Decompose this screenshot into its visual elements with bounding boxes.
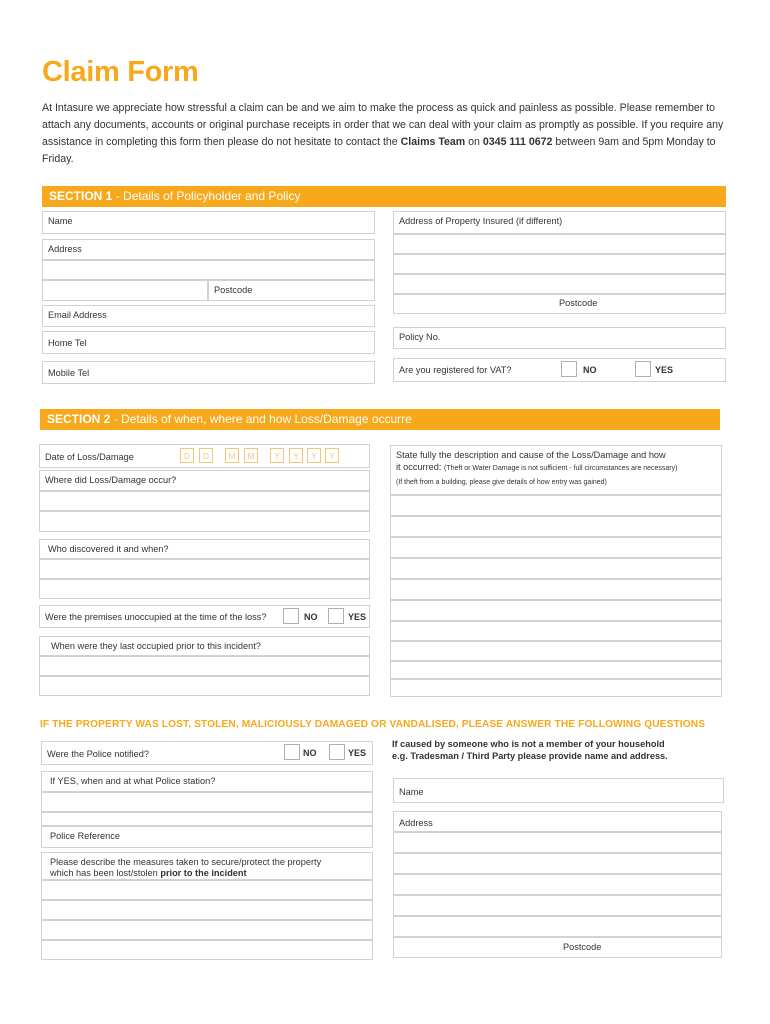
measures-field-3[interactable]	[41, 900, 373, 920]
measures-field-4[interactable]	[41, 920, 373, 940]
where-loss-field-3[interactable]	[39, 511, 370, 532]
mobile-tel-field[interactable]: Mobile Tel	[42, 361, 375, 384]
description-field-9[interactable]	[390, 641, 722, 661]
claims-team-label: Claims Team	[400, 136, 466, 148]
police-station-field-3[interactable]	[41, 812, 373, 826]
measures-field-5[interactable]	[41, 940, 373, 960]
third-party-note: If caused by someone who is not a member of your household e.g. Tradesman / Third Party please provide name and address.	[392, 739, 668, 761]
intro-text: At Intasure we appreciate how stressful a claim can be and we aim to make the process as quick and painless as possible. Please remember to attach any documents, accounts or original purchase receipts in order that we can deal with your claim as promptly as possible. If you require any assistance in completing this form then please do not hesitate to contact the Claims Team on 0345 111 0672 between 9am and 5pm Monday to Friday.	[42, 102, 724, 165]
description-field-5[interactable]	[390, 558, 722, 579]
description-field-10[interactable]	[390, 661, 722, 679]
policy-no-field[interactable]: Policy No.	[393, 327, 726, 349]
property-lost-heading: IF THE PROPERTY WAS LOST, STOLEN, MALICIOUSLY DAMAGED OR VANDALISED, PLEASE ANSWER THE FOLLOWING QUESTIONS	[40, 719, 706, 730]
vat-row: Are you registered for VAT?	[393, 358, 726, 382]
address-field-3[interactable]	[42, 280, 208, 301]
who-discovered-field-3[interactable]	[39, 579, 370, 599]
postcode-field[interactable]: Postcode	[208, 280, 375, 301]
third-party-postcode-field[interactable]: Postcode	[393, 937, 722, 958]
who-discovered-field-2[interactable]	[39, 559, 370, 579]
section2-header: SECTION 2 - Details of when, where and how Loss/Damage occurre	[40, 409, 720, 430]
unoccupied-yes-checkbox[interactable]	[328, 608, 344, 624]
description-field-7[interactable]	[390, 600, 722, 621]
who-discovered-field-1[interactable]: Who discovered it and when?	[39, 539, 370, 559]
third-party-address-field-6[interactable]	[393, 916, 722, 937]
unoccupied-yes-label: YES	[348, 612, 367, 622]
third-party-address-field-4[interactable]	[393, 874, 722, 895]
address-field-2[interactable]	[42, 260, 375, 280]
third-party-address-field-5[interactable]	[393, 895, 722, 916]
vat-no-checkbox[interactable]	[561, 361, 577, 377]
where-loss-field-1[interactable]: Where did Loss/Damage occur?	[39, 470, 370, 491]
date-month-box-1[interactable]: M	[225, 448, 239, 463]
date-month-box-2[interactable]: M	[244, 448, 258, 463]
third-party-name-field[interactable]: Name	[393, 778, 724, 803]
date-year-box-3[interactable]: Y	[307, 448, 321, 463]
address-field-1[interactable]: Address	[42, 239, 375, 260]
police-yes-checkbox[interactable]	[329, 744, 345, 760]
date-year-box-1[interactable]: Y	[270, 448, 284, 463]
property-address-field-3[interactable]	[393, 254, 726, 274]
police-station-field-1[interactable]: If YES, when and at what Police station?	[41, 771, 373, 792]
vat-yes-label: YES	[655, 365, 674, 375]
date-day-box-2[interactable]: D	[199, 448, 213, 463]
where-loss-field-2[interactable]	[39, 491, 370, 511]
section1-header: SECTION 1 - Details of Policyholder and Policy	[42, 186, 726, 207]
measures-field-1[interactable]: Please describe the measures taken to secure/protect the property which has been lost/stolen prior to the incident	[41, 852, 373, 880]
name-field[interactable]: Name	[42, 211, 375, 234]
third-party-address-field-3[interactable]	[393, 853, 722, 874]
date-of-loss-row: Date of Loss/Damage	[39, 444, 370, 468]
last-occupied-field-1[interactable]: When were they last occupied prior to this incident?	[39, 636, 370, 656]
date-year-box-4[interactable]: Y	[325, 448, 339, 463]
property-address-field-1[interactable]: Address of Property Insured (if different)	[393, 211, 726, 234]
last-occupied-field-3[interactable]	[39, 676, 370, 696]
description-field-2[interactable]	[390, 495, 722, 516]
date-year-box-2[interactable]: Y	[289, 448, 303, 463]
email-field[interactable]: Email Address	[42, 305, 375, 327]
date-day-box-1[interactable]: D	[180, 448, 194, 463]
police-reference-field[interactable]: Police Reference	[41, 826, 373, 848]
police-no-checkbox[interactable]	[284, 744, 300, 760]
description-field-3[interactable]	[390, 516, 722, 537]
vat-no-label: NO	[583, 365, 597, 375]
description-field-11[interactable]	[390, 679, 722, 697]
page-title: Claim Form	[42, 56, 199, 88]
vat-yes-checkbox[interactable]	[635, 361, 651, 377]
police-yes-label: YES	[348, 748, 367, 758]
property-address-field-4[interactable]	[393, 274, 726, 294]
measures-field-2[interactable]	[41, 880, 373, 900]
unoccupied-row: Were the premises unoccupied at the time of the loss?	[39, 605, 370, 628]
claims-phone: 0345 111 0672	[482, 136, 553, 148]
description-field-1[interactable]: State fully the description and cause of the Loss/Damage and how it occurred: (Theft or Water Damage is not sufficient - full circumstances are necessary) (If theft from a building, please give details of how entry was gained)	[390, 445, 722, 495]
police-no-label: NO	[303, 748, 317, 758]
unoccupied-no-label: NO	[304, 612, 318, 622]
police-station-field-2[interactable]	[41, 792, 373, 812]
unoccupied-no-checkbox[interactable]	[283, 608, 299, 624]
third-party-address-field-2[interactable]	[393, 832, 722, 853]
description-field-8[interactable]	[390, 621, 722, 641]
description-field-6[interactable]	[390, 579, 722, 600]
police-notified-row: Were the Police notified?	[41, 741, 373, 765]
third-party-address-field-1[interactable]: Address	[393, 811, 722, 832]
description-field-4[interactable]	[390, 537, 722, 558]
property-postcode-field[interactable]: Postcode	[393, 294, 726, 314]
home-tel-field[interactable]: Home Tel	[42, 331, 375, 354]
last-occupied-field-2[interactable]	[39, 656, 370, 676]
property-address-field-2[interactable]	[393, 234, 726, 254]
